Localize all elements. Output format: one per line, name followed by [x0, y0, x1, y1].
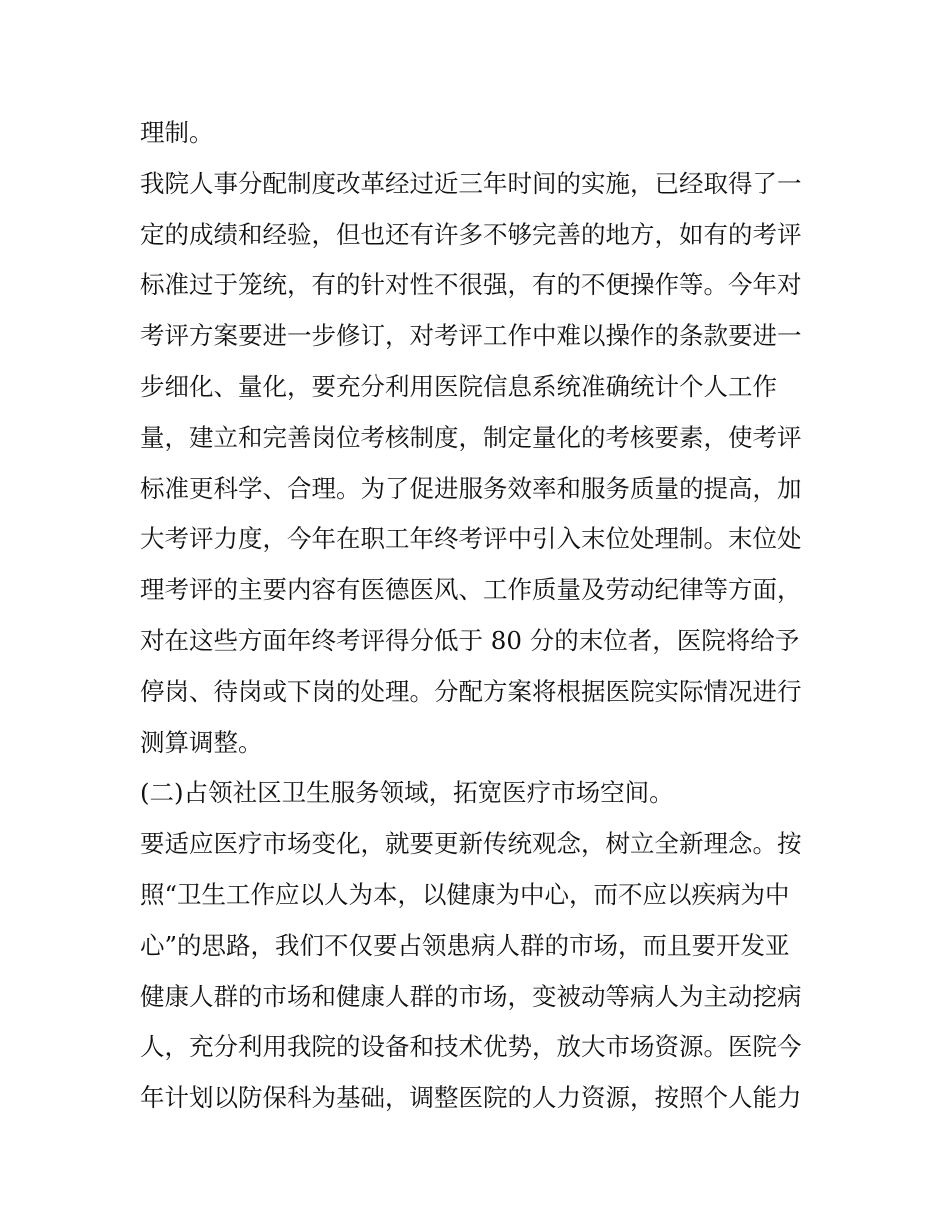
text-line: 我院人事分配制度改革经过近三年时间的实施，已经取得了一 — [140, 168, 802, 198]
body-text — [140, 108, 820, 1124]
text-line: 心”的思路，我们不仅要占领患病人群的市场，而且要开发亚 — [140, 930, 790, 960]
text-line: 理制。 — [140, 118, 214, 147]
text-line: 健康人群的市场和健康人群的市场，变被动等病人为主动挖病 — [140, 981, 802, 1011]
text-line: 步细化、量化，要充分利用医院信息系统准确统计个人工作 — [140, 371, 777, 401]
text-line: 照“卫生工作应以人为本，以健康为中心，而不应以疾病为中 — [140, 879, 790, 909]
text-line: 对在这些方面年终考评得分低于 80 分的末位者，医院将给予 — [140, 625, 800, 655]
text-line: 量，建立和完善岗位考核制度，制定量化的考核要素，使考评 — [140, 422, 802, 452]
text-line: 年计划以防保科为基础，调整医院的人力资源，按照个人能力 — [140, 1083, 802, 1113]
text-line: 人，充分利用我院的设备和技术优势，放大市场资源。医院今 — [140, 1032, 802, 1062]
text-line: 考评方案要进一步修订，对考评工作中难以操作的条款要进一 — [140, 321, 802, 351]
text-line: 停岗、待岗或下岗的处理。分配方案将根据医院实际情况进行 — [140, 676, 802, 706]
text-line: 定的成绩和经验，但也还有许多不够完善的地方，如有的考评 — [140, 219, 802, 249]
text-line: 要适应医疗市场变化，就要更新传统观念，树立全新理念。按 — [140, 829, 802, 859]
section-heading: (二)占领社区卫生服务领域，拓宽医疗市场空间。 — [140, 778, 674, 808]
text-line: 测算调整。 — [140, 727, 263, 757]
text-line: 大考评力度，今年在职工年终考评中引入末位处理制。末位处 — [140, 524, 802, 554]
text-line: 标准过于笼统，有的针对性不很强，有的不便操作等。今年对 — [140, 270, 802, 300]
text-line: 理考评的主要内容有医德医风、工作质量及劳动纪律等方面， — [140, 575, 802, 605]
text-line: 标准更科学、合理。为了促进服务效率和服务质量的提高，加 — [140, 473, 802, 503]
